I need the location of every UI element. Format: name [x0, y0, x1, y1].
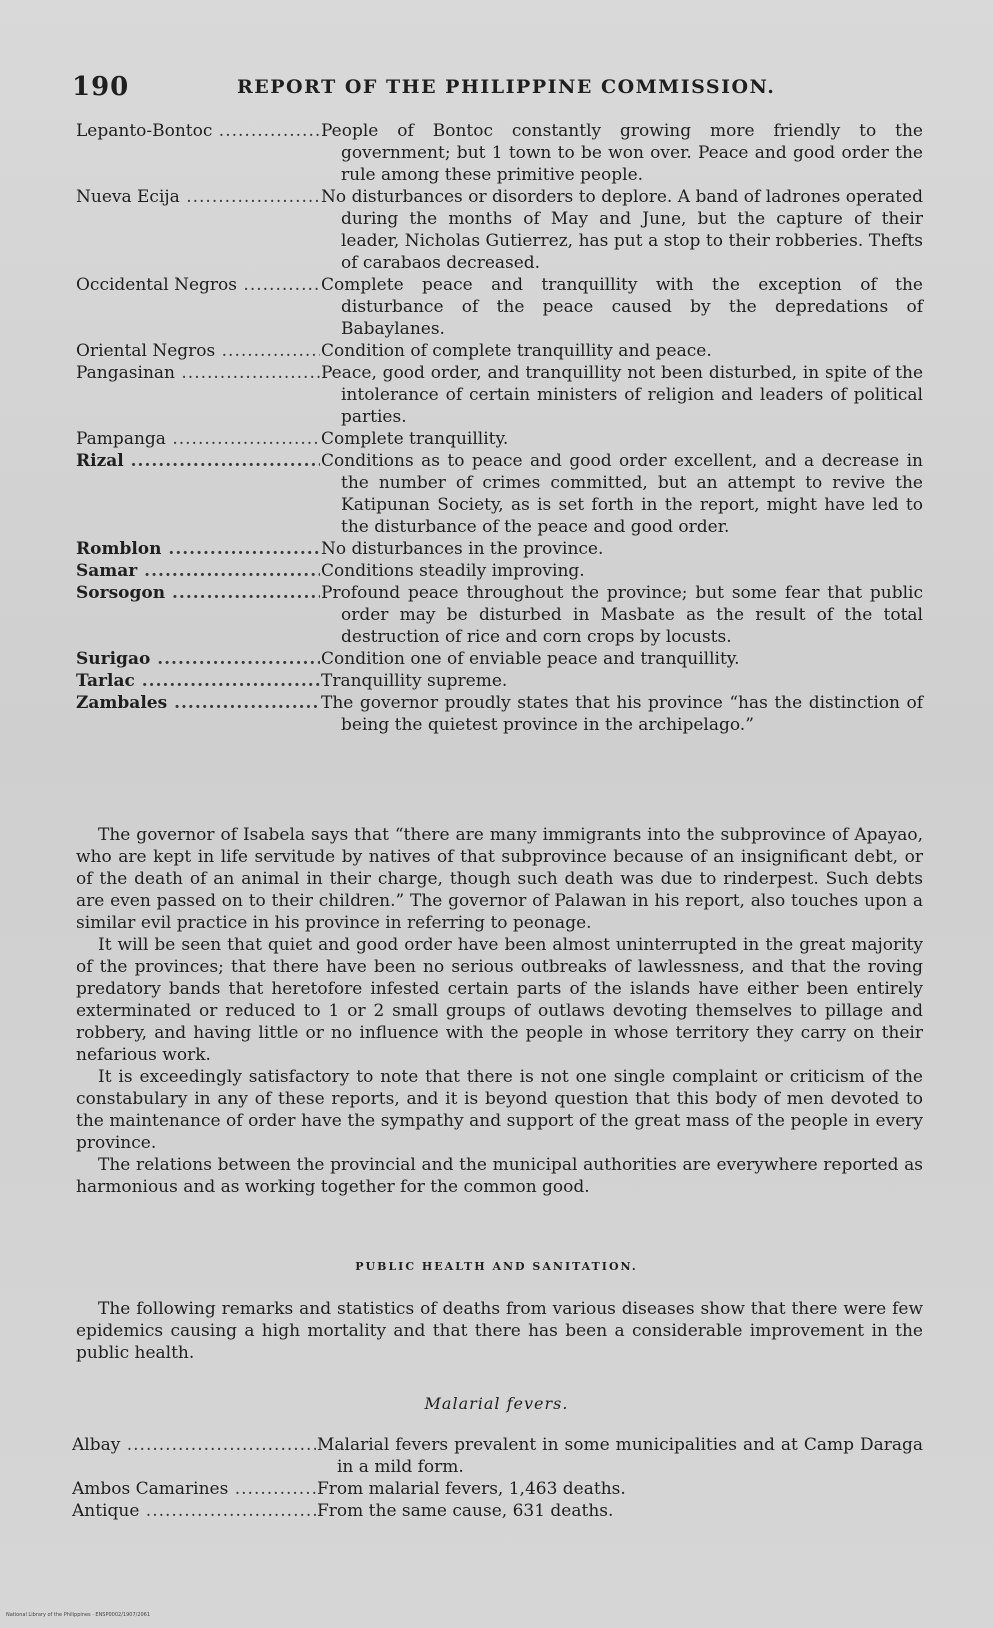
- list-item: [76, 340, 923, 362]
- section-heading: PUBLIC HEALTH AND SANITATION.: [355, 1260, 638, 1273]
- province-name: Rizal .....: [76, 450, 320, 472]
- province-name: Tarlac .....: [76, 670, 320, 692]
- province-name: Pampanga .....: [76, 428, 320, 450]
- page-header: [72, 72, 932, 112]
- province-name: Lepanto-Bontoc .....: [76, 120, 320, 142]
- province-remark: Tranquillity supreme.: [321, 671, 508, 691]
- province-name: Pangasinan .....: [76, 362, 320, 384]
- running-head: REPORT OF THE PHILIPPINE COMMISSION.: [237, 76, 776, 98]
- province-name: Ambos Camarines .....: [72, 1478, 316, 1500]
- list-item: [72, 1500, 923, 1522]
- paragraph: It will be seen that quiet and good order have been almost uninterrupted in the great majority of the provinces; that there have been no serious outbreaks of lawlessness, and that the roving predatory bands that heretofore infested certain parts of the islands have either been entirely exterminated or reduced to 1 or 2 small groups of outlaws devoting themselves to pillage and robbery, and having little or no influence with the people in whose territory they carry on their nefarious work.: [76, 935, 923, 1065]
- province-remark: Malarial fevers prevalent in some municipalities and at Camp Daraga in a mild form.: [317, 1435, 923, 1477]
- subsection-heading: Malarial fevers.: [424, 1394, 569, 1413]
- province-name: Zambales .....: [76, 692, 320, 714]
- province-remark: Conditions as to peace and good order excellent, and a decrease in the number of crimes committed, but an attempt to revive the Katipunan Society, as is set forth in the report, might have led to the disturbance of the peace and good order.: [321, 451, 923, 537]
- malaria-reports-list: [72, 1434, 923, 1522]
- list-item: [76, 560, 923, 582]
- list-item: [76, 186, 923, 274]
- list-item: [76, 428, 923, 450]
- province-remark: Complete peace and tranquillity with the exception of the disturbance of the peace caused by the depredations of Babaylanes.: [321, 275, 923, 339]
- province-name: Romblon .....: [76, 538, 320, 560]
- province-remark: No disturbances or disorders to deplore. A band of ladrones operated during the months of May and June, but the capture of their leader, Nicholas Gutierrez, has put a stop to their robberies. Thefts of carabaos decreased.: [321, 187, 923, 273]
- section-intro: The following remarks and statistics of deaths from various diseases show that there were few epidemics causing a high mortality and that there has been a considerable improvement in the public health.: [76, 1299, 923, 1363]
- list-item: [76, 582, 923, 648]
- province-name: Albay .....: [72, 1434, 316, 1456]
- page-number: 190: [72, 72, 130, 102]
- province-remark: Peace, good order, and tranquillity not been disturbed, in spite of the intolerance of certain ministers of religion and leaders of political parties.: [321, 363, 923, 427]
- list-item: [72, 1478, 923, 1500]
- province-remark: Conditions steadily improving.: [321, 561, 585, 581]
- paragraph: The relations between the provincial and the municipal authorities are everywhere reported as harmonious and as working together for the common good.: [76, 1155, 923, 1197]
- province-remark: The governor proudly states that his province “has the distinction of being the quietest province in the archipelago.”: [321, 693, 923, 735]
- list-item: [76, 692, 923, 736]
- province-reports-list: [76, 120, 923, 736]
- list-item: [72, 1434, 923, 1478]
- body-paragraphs: [76, 824, 923, 1198]
- province-name: Samar .....: [76, 560, 320, 582]
- list-item: [76, 670, 923, 692]
- province-name: Antique .....: [72, 1500, 316, 1522]
- list-item: [76, 538, 923, 560]
- province-remark: Condition of complete tranquillity and peace.: [321, 341, 712, 361]
- paragraph: The governor of Isabela says that “there are many immigrants into the subprovince of Apayao, who are kept in life servitude by natives of that subprovince because of an insignificant debt, or of the death of an animal in their charge, though such death was due to rinderpest. Such debts are even passed on to their children.” The governor of Palawan in his report, also touches upon a similar evil practice in his province in referring to peonage.: [76, 825, 923, 933]
- province-remark: From malarial fevers, 1,463 deaths.: [317, 1479, 626, 1499]
- province-remark: Profound peace throughout the province; but some fear that public order may be disturbed in Masbate as the result of the total destruction of rice and corn crops by locusts.: [321, 583, 923, 647]
- list-item: [76, 120, 923, 186]
- list-item: [76, 648, 923, 670]
- province-name: Nueva Ecija .....: [76, 186, 320, 208]
- province-remark: Complete tranquillity.: [321, 429, 509, 449]
- province-name: Surigao .....: [76, 648, 320, 670]
- scan-footer: National Library of the Philippines · ENSP0002/1907/2061: [6, 1612, 151, 1618]
- province-remark: From the same cause, 631 deaths.: [317, 1501, 614, 1521]
- province-name: Sorsogon .....: [76, 582, 320, 604]
- list-item: [76, 274, 923, 340]
- province-name: Oriental Negros .....: [76, 340, 320, 362]
- list-item: [76, 362, 923, 428]
- province-name: Occidental Negros .....: [76, 274, 320, 296]
- paragraph: It is exceedingly satisfactory to note that there is not one single complaint or criticism of the constabulary in any of these reports, and it is beyond question that this body of men devoted to the maintenance of order have the sympathy and support of the great mass of the people in every province.: [76, 1067, 923, 1153]
- province-remark: People of Bontoc constantly growing more friendly to the government; but 1 town to be won over. Peace and good order the rule among these primitive people.: [321, 121, 923, 185]
- list-item: [76, 450, 923, 538]
- province-remark: Condition one of enviable peace and tranquillity.: [321, 649, 740, 669]
- province-remark: No disturbances in the province.: [321, 539, 604, 559]
